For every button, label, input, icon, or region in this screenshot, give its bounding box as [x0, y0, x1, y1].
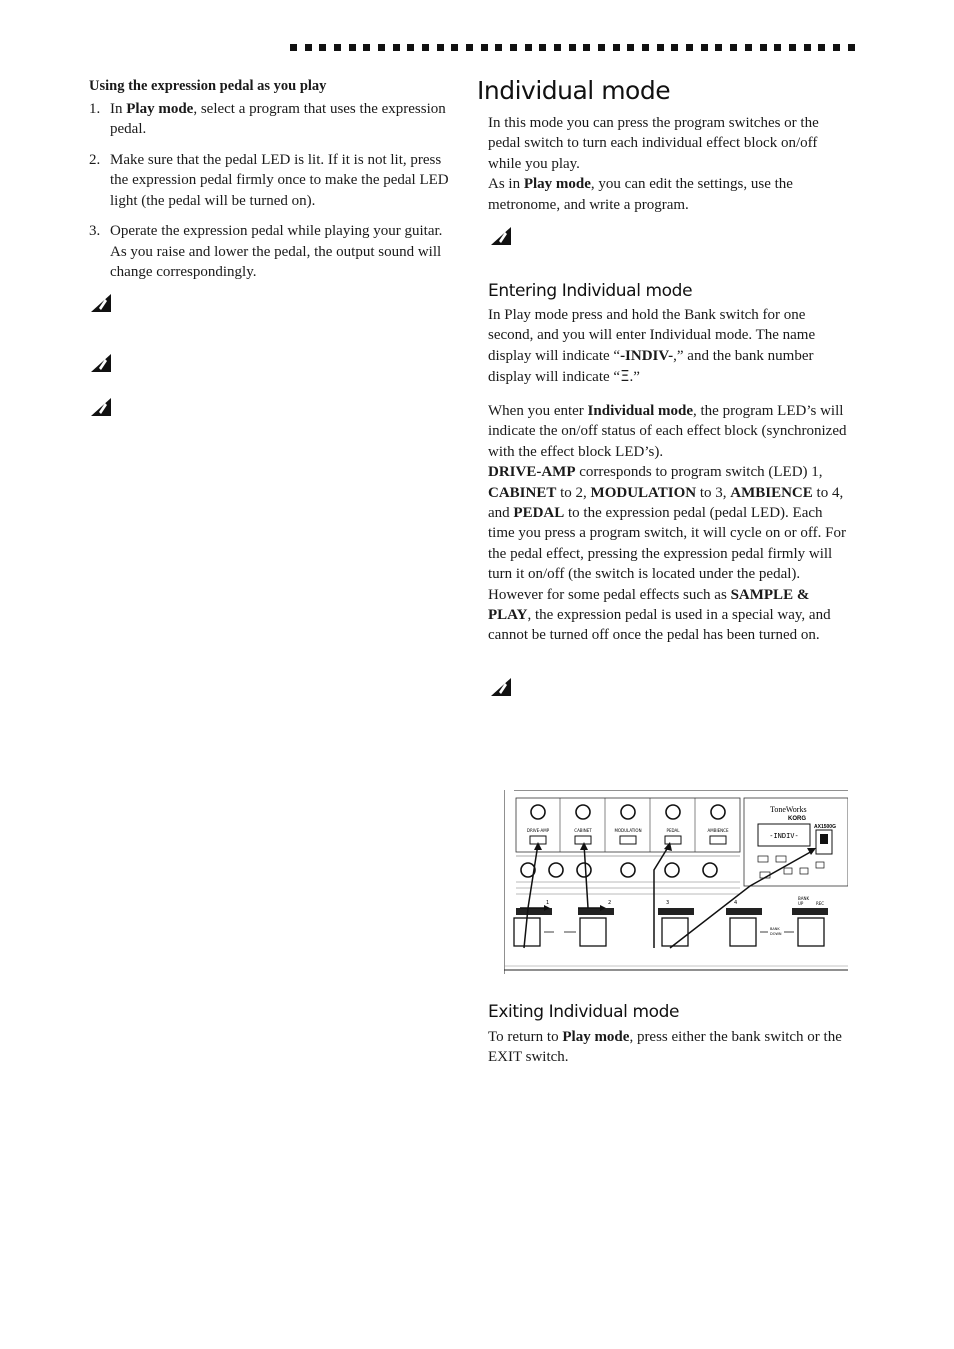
step-number: 1.: [89, 100, 101, 117]
body-text: When you enter: [488, 403, 588, 419]
warning-icon: [89, 292, 113, 314]
warning-icon: [89, 352, 113, 374]
switch-caption: DOWN: [770, 932, 782, 936]
warning-icon: [489, 225, 513, 247]
intro-paragraph: [488, 113, 852, 215]
body-text: , the program LED’s will indicate the on/off status of each effect block (synchronized with the effect block LED’s).: [488, 403, 847, 460]
switch-number: 3: [666, 900, 670, 906]
list-item: [89, 221, 451, 283]
intro-text: , you can edit the settings, use the metronome, and write a program.: [488, 176, 793, 213]
switch-caption: BANK: [770, 927, 780, 931]
switch-number: 4: [734, 900, 738, 906]
display-unit: [744, 798, 848, 886]
step-number: 2.: [89, 151, 101, 168]
block-label: MODULATION: [614, 828, 642, 833]
expression-pedal-section: [89, 76, 451, 293]
page-title: Individual mode: [477, 76, 671, 105]
block-label: AMBIENCE: [707, 828, 729, 833]
steps-list: [89, 99, 451, 283]
effect-blocks: [516, 798, 740, 852]
body-bold: DRIVE-AMP: [488, 464, 576, 481]
ax1500g-panel-illustration: [504, 790, 848, 974]
model-name: AX1500G: [814, 824, 836, 830]
switch-caption: REC: [816, 901, 825, 906]
body-bold: SAMPLE & PLAY: [488, 586, 810, 624]
bank-display-symbol: Ξ: [620, 367, 630, 386]
body-text: , press either the bank switch or the EXIT switch.: [488, 1029, 842, 1066]
entering-heading: Entering Individual mode: [488, 281, 693, 301]
step-bold: Play mode: [126, 100, 194, 117]
list-item: [89, 99, 451, 140]
switch-number: 1: [546, 900, 550, 906]
step-text: Make sure that the pedal LED is lit. If it is not lit, press the expression pedal firmly once to make the pedal LED light (the pedal will be turned on).: [110, 151, 449, 209]
body-bold: CABINET: [488, 484, 557, 501]
maker-logo: KORG: [788, 816, 806, 822]
entering-paragraph-2: [488, 401, 852, 646]
step-text: Operate the expression pedal while playing your guitar. As you raise and lower the pedal, the output sound will change correspondingly.: [110, 223, 443, 280]
intro-bold: Play mode: [523, 176, 591, 193]
footswitch-row: [514, 896, 828, 946]
display-text: -INDIV-: [620, 347, 674, 364]
body-text: corresponds to program switch (LED) 1,: [575, 464, 823, 481]
body-text: , the expression pedal is used in a special way, and cannot be turned off once the pedal has been turned on.: [488, 607, 831, 644]
list-item: [89, 150, 451, 212]
body-text: ,” and the bank number display will indicate “: [488, 347, 814, 386]
brand-logo: ToneWorks: [770, 805, 807, 814]
section-heading: Using the expression pedal as you play: [89, 78, 327, 94]
block-label: PEDAL: [666, 828, 680, 833]
body-text: to 4, and: [488, 484, 844, 522]
exiting-paragraph: [488, 1027, 852, 1068]
step-text: In: [110, 100, 127, 117]
name-display: -INDIV-: [769, 832, 799, 840]
body-bold: MODULATION: [590, 484, 697, 501]
step-number: 3.: [89, 223, 101, 239]
entering-paragraph-1: [488, 305, 852, 388]
header-dotted-rule: [290, 44, 855, 52]
intro-text: In this mode you can press the program switches or the pedal switch to turn each individual effect block on/off while you play.: [488, 115, 819, 172]
body-text: to 3,: [696, 484, 731, 501]
step-text: , select a program that uses the expression pedal.: [110, 100, 446, 137]
switch-caption: UP: [798, 901, 804, 906]
intro-text: As in: [488, 176, 524, 193]
warning-icon: [489, 676, 513, 698]
body-text: .”: [629, 369, 640, 386]
block-label: CABINET: [574, 828, 592, 833]
knob-row: [516, 856, 740, 894]
body-text: In Play mode press and hold the Bank switch for one second, and you will enter Individual mode. The name display will indicate “: [488, 307, 816, 364]
body-text: to the expression pedal (pedal LED). Each time you press a program switch, it will cycle on or off. For the pedal effect, pressing the expression pedal firmly will turn it on/off (the switch is located under the pedal). However for some pedal effects such as: [488, 505, 846, 603]
body-bold: Play mode: [562, 1029, 630, 1045]
warning-icon: [89, 396, 113, 418]
exiting-heading: Exiting Individual mode: [488, 1002, 680, 1022]
switch-number: 2: [608, 900, 612, 906]
body-text: to 2,: [556, 484, 591, 501]
body-bold: PEDAL: [513, 505, 565, 522]
body-bold: AMBIENCE: [730, 484, 813, 501]
body-text: To return to: [488, 1029, 563, 1045]
block-label: DRIVE-AMP: [526, 828, 550, 833]
switch-caption: BANK: [798, 896, 810, 901]
body-bold: Individual mode: [587, 403, 694, 419]
